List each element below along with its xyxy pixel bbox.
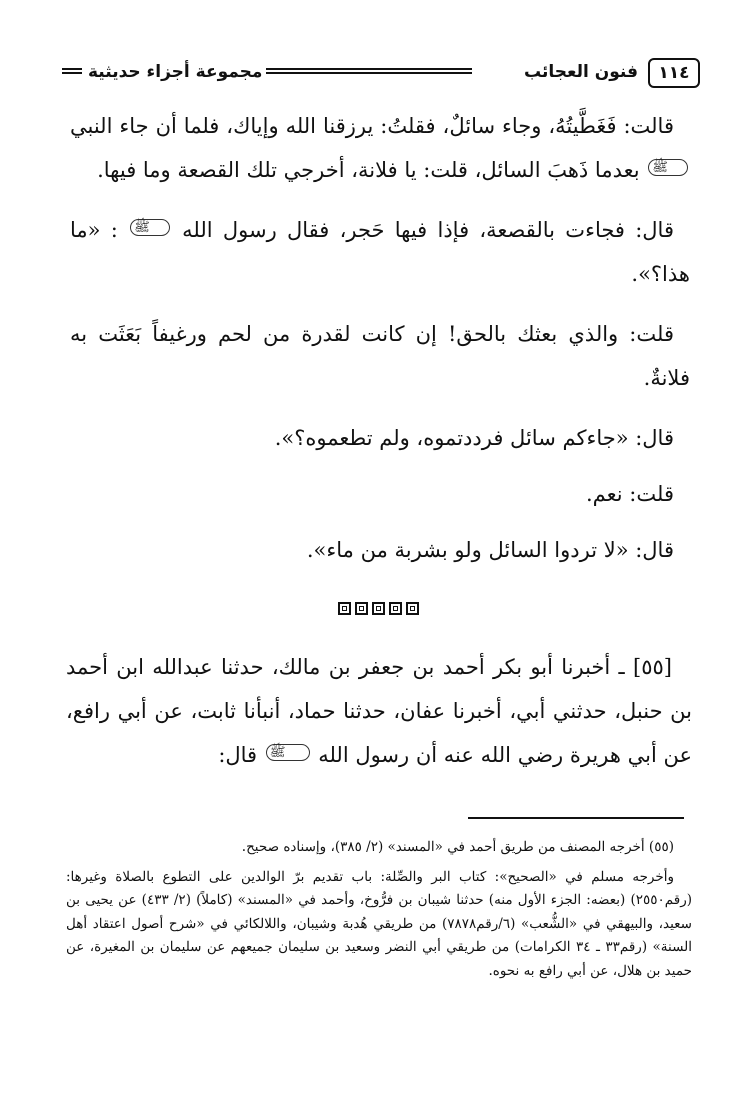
paragraph-4: قال: «جاءكم سائل فرددتموه، ولم تطعموه؟». — [274, 426, 674, 450]
ornament-square-icon — [355, 602, 368, 615]
ornament-square-icon — [338, 602, 351, 615]
salla-symbol: ﷺ — [130, 219, 170, 236]
hadith-55-isnad: [٥٥] ـ أخبرنا أبو بكر أحمد بن جعفر بن مالك، حدثنا عبدالله ابن أحمد بن حنبل، حدثني أبي، أخبرنا عفان، حدثنا حماد، أنبأنا ثابت، عن أبي رافع، عن أبي هريرة رضي الله عنه أن رسول الله — [66, 655, 692, 767]
paragraph-1-part-b: بعدما ذَهبَ السائل، قلت: يا فلانة، أخرجي تلك القصعة وما فيها. — [97, 158, 640, 182]
paragraph-2-part-b: : «ما هذا؟». — [70, 218, 690, 286]
paragraph-6: قال: «لا تردوا السائل ولو بشربة من ماء». — [306, 538, 674, 562]
hadith-55 — [66, 645, 692, 777]
page-number: ١١٤ — [648, 58, 700, 88]
footnote-55: (٥٥) أخرجه المصنف من طريق أحمد في «المسند» (٢/ ٣٨٥)، وإسناده صحيح. — [241, 839, 674, 855]
footnote-55-continued: وأخرجه مسلم في «الصحيح»: كتاب البر والصِّلة: باب تقديم برّ الوالدين على التطوع بالصلاة وغيرها: (رقم٢٥٥٠) (بعضه: الجزء الأول منه) حدثنا شيبان بن فرُّوخ، وأحمد في «المسند» (كاملاً) (٢/ ٤٣٣) عن يحيى بن سعيد، والبيهقي في «الشُّعب» (٦/رقم٧٨٧٨) من طريقي هُدبة وشيبان، واللالكائي في «شرح أصول اعتقاد أهل السنة» (رقم٣٣ ـ ٣٤ الكرامات) من طريقي أبي النضر وسعيد بن سليمان جميعهم عن سليمان بن المغيرة، عن حميد بن هلال، عن أبي رافع به نحوه. — [66, 868, 692, 979]
paragraph-1 — [70, 104, 690, 192]
header-rule-end — [62, 68, 82, 74]
book-title: فنون العجائب — [520, 58, 642, 86]
salla-symbol: ﷺ — [266, 744, 310, 761]
main-text — [70, 104, 690, 584]
section-divider-ornament — [0, 600, 756, 619]
paragraph-1-part-a: قالت: فَغَطَّيتُهُ، وجاء سائلٌ، فقلتُ: يرزقنا الله وإياك، فلما أن جاء النبي — [70, 114, 674, 138]
paragraph-2 — [70, 208, 690, 296]
hadith-55-end: قال: — [218, 743, 258, 767]
paragraph-5: قلت: نعم. — [586, 482, 674, 506]
ornament-square-icon — [406, 602, 419, 615]
ornament-square-icon — [389, 602, 402, 615]
hadith-55-text — [66, 645, 692, 777]
paragraph-2-part-a: قال: فجاءت بالقصعة، فإذا فيها حَجر، فقال رسول الله — [182, 218, 674, 242]
series-title: مجموعة أجزاء حديثية — [84, 58, 266, 86]
running-header — [62, 58, 702, 88]
footnote-separator — [468, 817, 684, 819]
footnotes — [66, 836, 692, 983]
paragraph-3: قلت: والذي بعثك بالحق! إن كانت لقدرة من لحم ورغيفاً بَعَثَت به فلانةٌ. — [70, 322, 690, 390]
salla-symbol: ﷺ — [648, 159, 688, 176]
ornament-square-icon — [372, 602, 385, 615]
